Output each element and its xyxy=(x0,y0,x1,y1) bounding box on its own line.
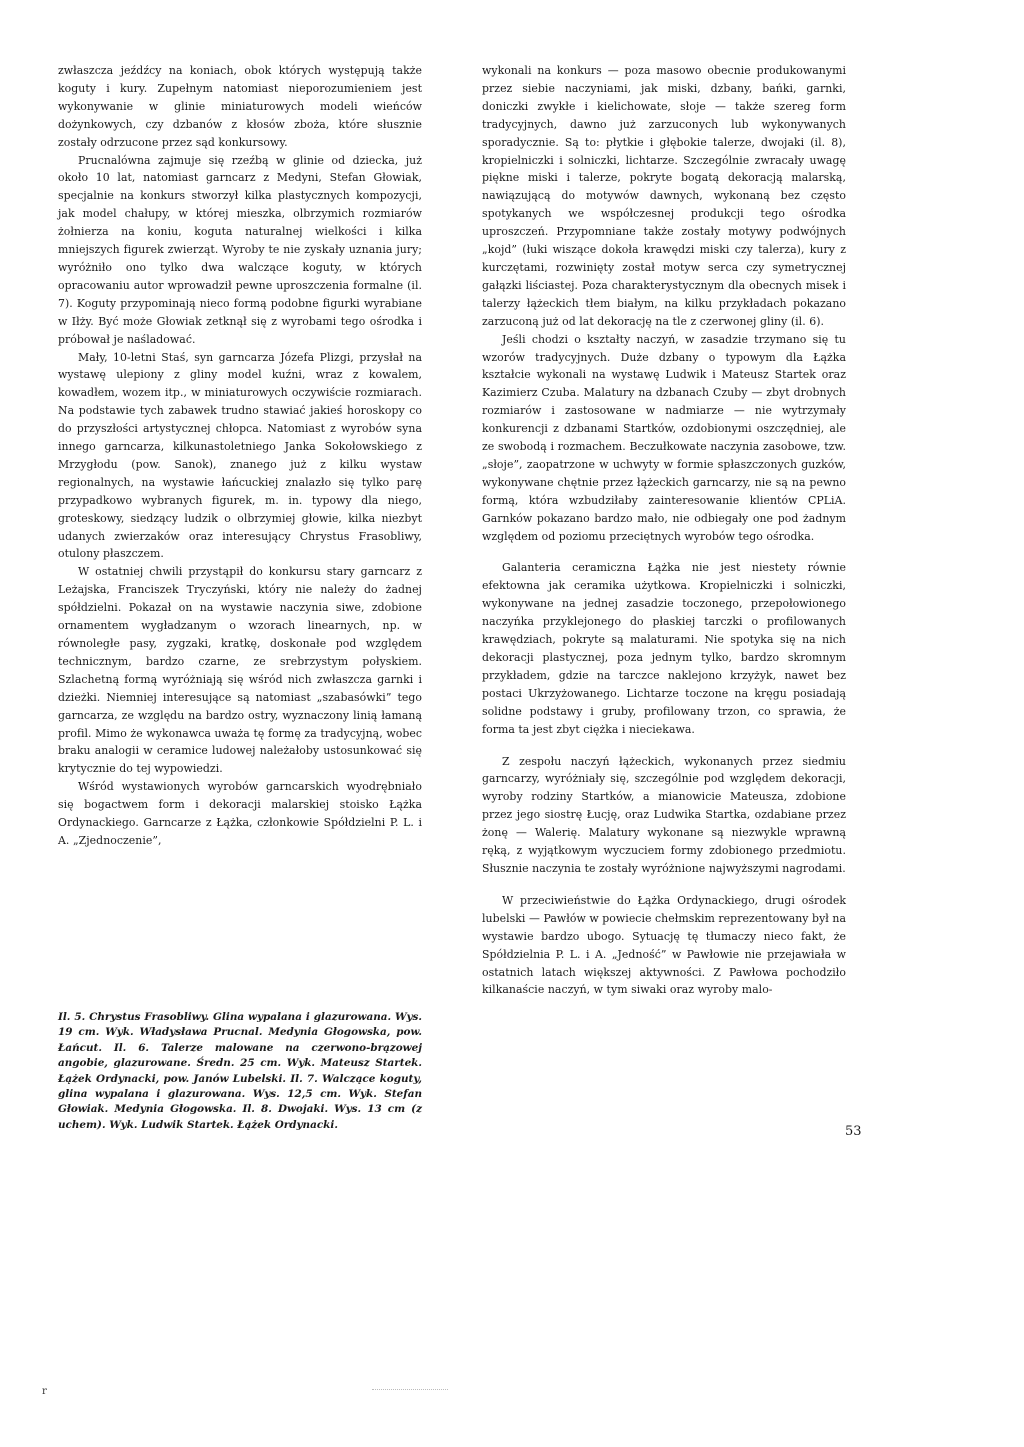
paragraph: wykonali na konkurs — poza masowo obecnie produkowanymi przez siebie naczyniami, jak miski, dzbany, bańki, garnki, doniczki zwykłe i kielichowate, słoje — także szereg form tradycyjnych, dawno już zarzuconych lub wykonywanych sporadycznie. Są to: płytkie i głębokie talerze, dwojaki (il. 8), kropielniczki i solniczki, lichtarze. Szczególnie zwracały uwagę piękne miski i talerze, pokryte bogatą dekoracją malarską, nawiązującą do motywów dawnych, wykonaną bez często spotykanych we współczesnej produkcji tego ośrodka uproszczeń. Przypomniane także zostały motywy podwójnych „kojd” (łuki wiszące dokoła krawędzi miski czy talerza), kury z kurczętami, rozwinięty został motyw serca czy symetrycznej gałązki liściastej. Poza charakterystycznym dla obecnych misek i talerzy łążeckich tłem białym, na kilku przykładach pokazano zarzuconą już od lat dekorację na tle z czerwonej gliny (il. 6). xyxy=(482,64,846,328)
right-column xyxy=(482,62,846,999)
paragraph: zwłaszcza jeźdźcy na koniach, obok których występują także koguty i kury. Zupełnym natomiast nieporozumieniem jest wykonywanie w glinie miniaturowych modeli wieńców dożynkowych, czy dzbanów z kłosów zboża, które słusznie zostały odrzucone przez sąd konkursowy. xyxy=(58,64,422,149)
figure-caption: Il. 5. Chrystus Frasobliwy. Glina wypalana i glazurowana. Wys. 19 cm. Wyk. Władysława Prucnal. Medynia Głogowska, pow. Łańcut. Il. 6. Talerze malowane na czerwono-brązowej angobie, glazurowane. Średn. 25 cm. Wyk. Mateusz Startek. Łążek Ordynacki, pow. Janów Lubelski. Il. 7. Walczące koguty, glina wypalana i glazurowana. Wys. 12,5 cm. Wyk. Stefan Głowiak. Medynia Głogowska. Il. 8. Dwojaki. Wys. 13 cm (z uchem). Wyk. Ludwik Startek. Łążek Ordynacki. xyxy=(58,1011,422,1131)
paragraph: Jeśli chodzi o kształty naczyń, w zasadzie trzymano się tu wzorów tradycyjnych. Duże dzbany o typowym dla Łążka kształcie wykonali na wystawę Ludwik i Mateusz Startek oraz Kazimierz Czuba. Malatury na dzbanach Czuby — zbyt drobnych rozmiarów i zastosowane w nadmiarze — nie wytrzymały konkurencji z dzbanami Startków, ozdobionymi oszczędniej, ale ze swobodą i rozmachem. Beczułkowate naczynia zasobowe, tzw. „słoje”, zaopatrzone w uchwyty w formie spłaszczonych guzków, wykonywane chętnie przez łążeckich garncarzy, nie są na pewno formą, która wzbudziłaby zainteresowanie klientów CPLiA. Garnków pokazano bardzo mało, nie odbiegały one pod żadnym względem od poziomu przeciętnych wyrobów tego ośrodka. xyxy=(482,332,846,543)
scan-artifact xyxy=(372,1389,448,1390)
paragraph: Prucnalówna zajmuje się rzeźbą w glinie od dziecka, już około 10 lat, natomiast garncarz z Medyni, Stefan Głowiak, specjalnie na konkurs stworzył kilka plastycznych kompozycji, jak model chałupy, w której mieszka, olbrzymich rozmiarów żołnierza na koniu, koguta naturalnej wielkości i kilka mniejszych figurek zwierząt. Wyroby te nie zyskały uznania jury; wyróżniło ono tylko dwa walczące koguty, w których opracowaniu autor wprowadził pewne uproszczenia formalne (il. 7). Koguty przypominają nieco formą podobne figurki wyrabiane w Iłży. Być może Głowiak zetknął się z wyrobami tego ośrodka i próbował je naśladować. xyxy=(58,153,422,346)
paragraph: W ostatniej chwili przystąpił do konkursu stary garncarz z Leżajska, Franciszek Tryczyński, który nie należy do żadnej spółdzielni. Pokazał on na wystawie naczynia siwe, zdobione ornamentem wygładzanym o wzorach linearnych, np. w równoległe pasy, zygzaki, kratkę, doskonałe pod względem technicznym, bardzo czarne, ze srebrzystym połyskiem. Szlachetną formą wyróżniają się wśród nich zwłaszcza garnki i dzieżki. Niemniej interesujące są natomiast „szabasówki” tego garncarza, ze względu na bardzo ostry, wyznaczony linią łamaną profil. Mimo że wykonawca uważa tę formę za tradycyjną, wobec braku analogii w ceramice ludowej należałoby ustosunkować się krytycznie do tej wypowiedzi. xyxy=(58,565,422,776)
corner-mark: r xyxy=(42,1386,47,1397)
paragraph: Mały, 10-letni Staś, syn garncarza Józefa Plizgi, przysłał na wystawę ulepiony z gliny model kuźni, wraz z kowalem, kowadłem, wozem itp., w miniaturowych oczywiście rozmiarach. Na podstawie tych zabawek trudno stawiać jakieś horoskopy co do przyszłości artystycznej chłopca. Natomiast z wyrobów syna innego garncarza, kilkunastoletniego Janka Sokołowskiego z Mrzygłodu (pow. Sanok), znanego już z kilku wystaw regionalnych, na wystawie łańcuckiej znalazło się tylko parę przypadkowo wybranych figurek, m. in. typowy dla niego, groteskowy, siedzący ludzik o olbrzymiej głowie, kilka niezbyt udanych zwierzaków oraz interesujący Chrystus Frasobliwy, otulony płaszczem. xyxy=(58,350,422,561)
left-column xyxy=(58,62,422,850)
paragraph: Z zespołu naczyń łążeckich, wykonanych przez siedmiu garncarzy, wyróżniały się, szczególnie pod względem dekoracji, wyroby rodziny Startków, a mianowicie Mateusza, zdobione przez jego siostrę Łucję, oraz Ludwika Startka, ozdabiane przez żonę — Walerię. Malatury wykonane są niezwykle wprawną ręką, z wyjątkowym wyczuciem formy zdobionego przedmiotu. Słusznie naczynia te zostały wyróżnione najwyższymi nagrodami. xyxy=(482,754,846,875)
paragraph: Wśród wystawionych wyrobów garncarskich wyodrębniało się bogactwem form i dekoracji malarskiej stoisko Łążka Ordynackiego. Garncarze z Łążka, członkowie Spółdzielni P. L. i A. „Zjednoczenie”, xyxy=(58,780,422,847)
paragraph: Galanteria ceramiczna Łążka nie jest niestety równie efektowna jak ceramika użytkowa. Kropielniczki i solniczki, wykonywane na jednej zasadzie toczonego, przepołowionego naczyńka przyklejonego do płaskiej tarczki o profilowanych krawędziach, pokryte są malaturami. Nie spotyka się na nich dekoracji plastycznej, poza jednym tylko, bardzo skromnym przykładem, gdzie na tarczce naklejono krzyżyk, nawet bez postaci Ukrzyżowanego. Lichtarze toczone na kręgu posiadają solidne podstawy i gruby, profilowany trzon, co sprawia, że forma ta jest zbyt ciężka i nieciekawa. xyxy=(482,561,846,736)
paragraph: W przeciwieństwie do Łążka Ordynackiego, drugi ośrodek lubelski — Pawłów w powiecie chełmskim reprezentowany był na wystawie bardzo ubogo. Sytuację tę tłumaczy nieco fakt, że Spółdzielnia P. L. i A. „Jedność” w Pawłowie nie przejawiała w ostatnich latach większej aktywności. Z Pawłowa pochodziło kilkanaście naczyń, w tym siwaki oraz wyroby malo- xyxy=(482,893,846,997)
page-number: 53 xyxy=(845,1124,862,1139)
